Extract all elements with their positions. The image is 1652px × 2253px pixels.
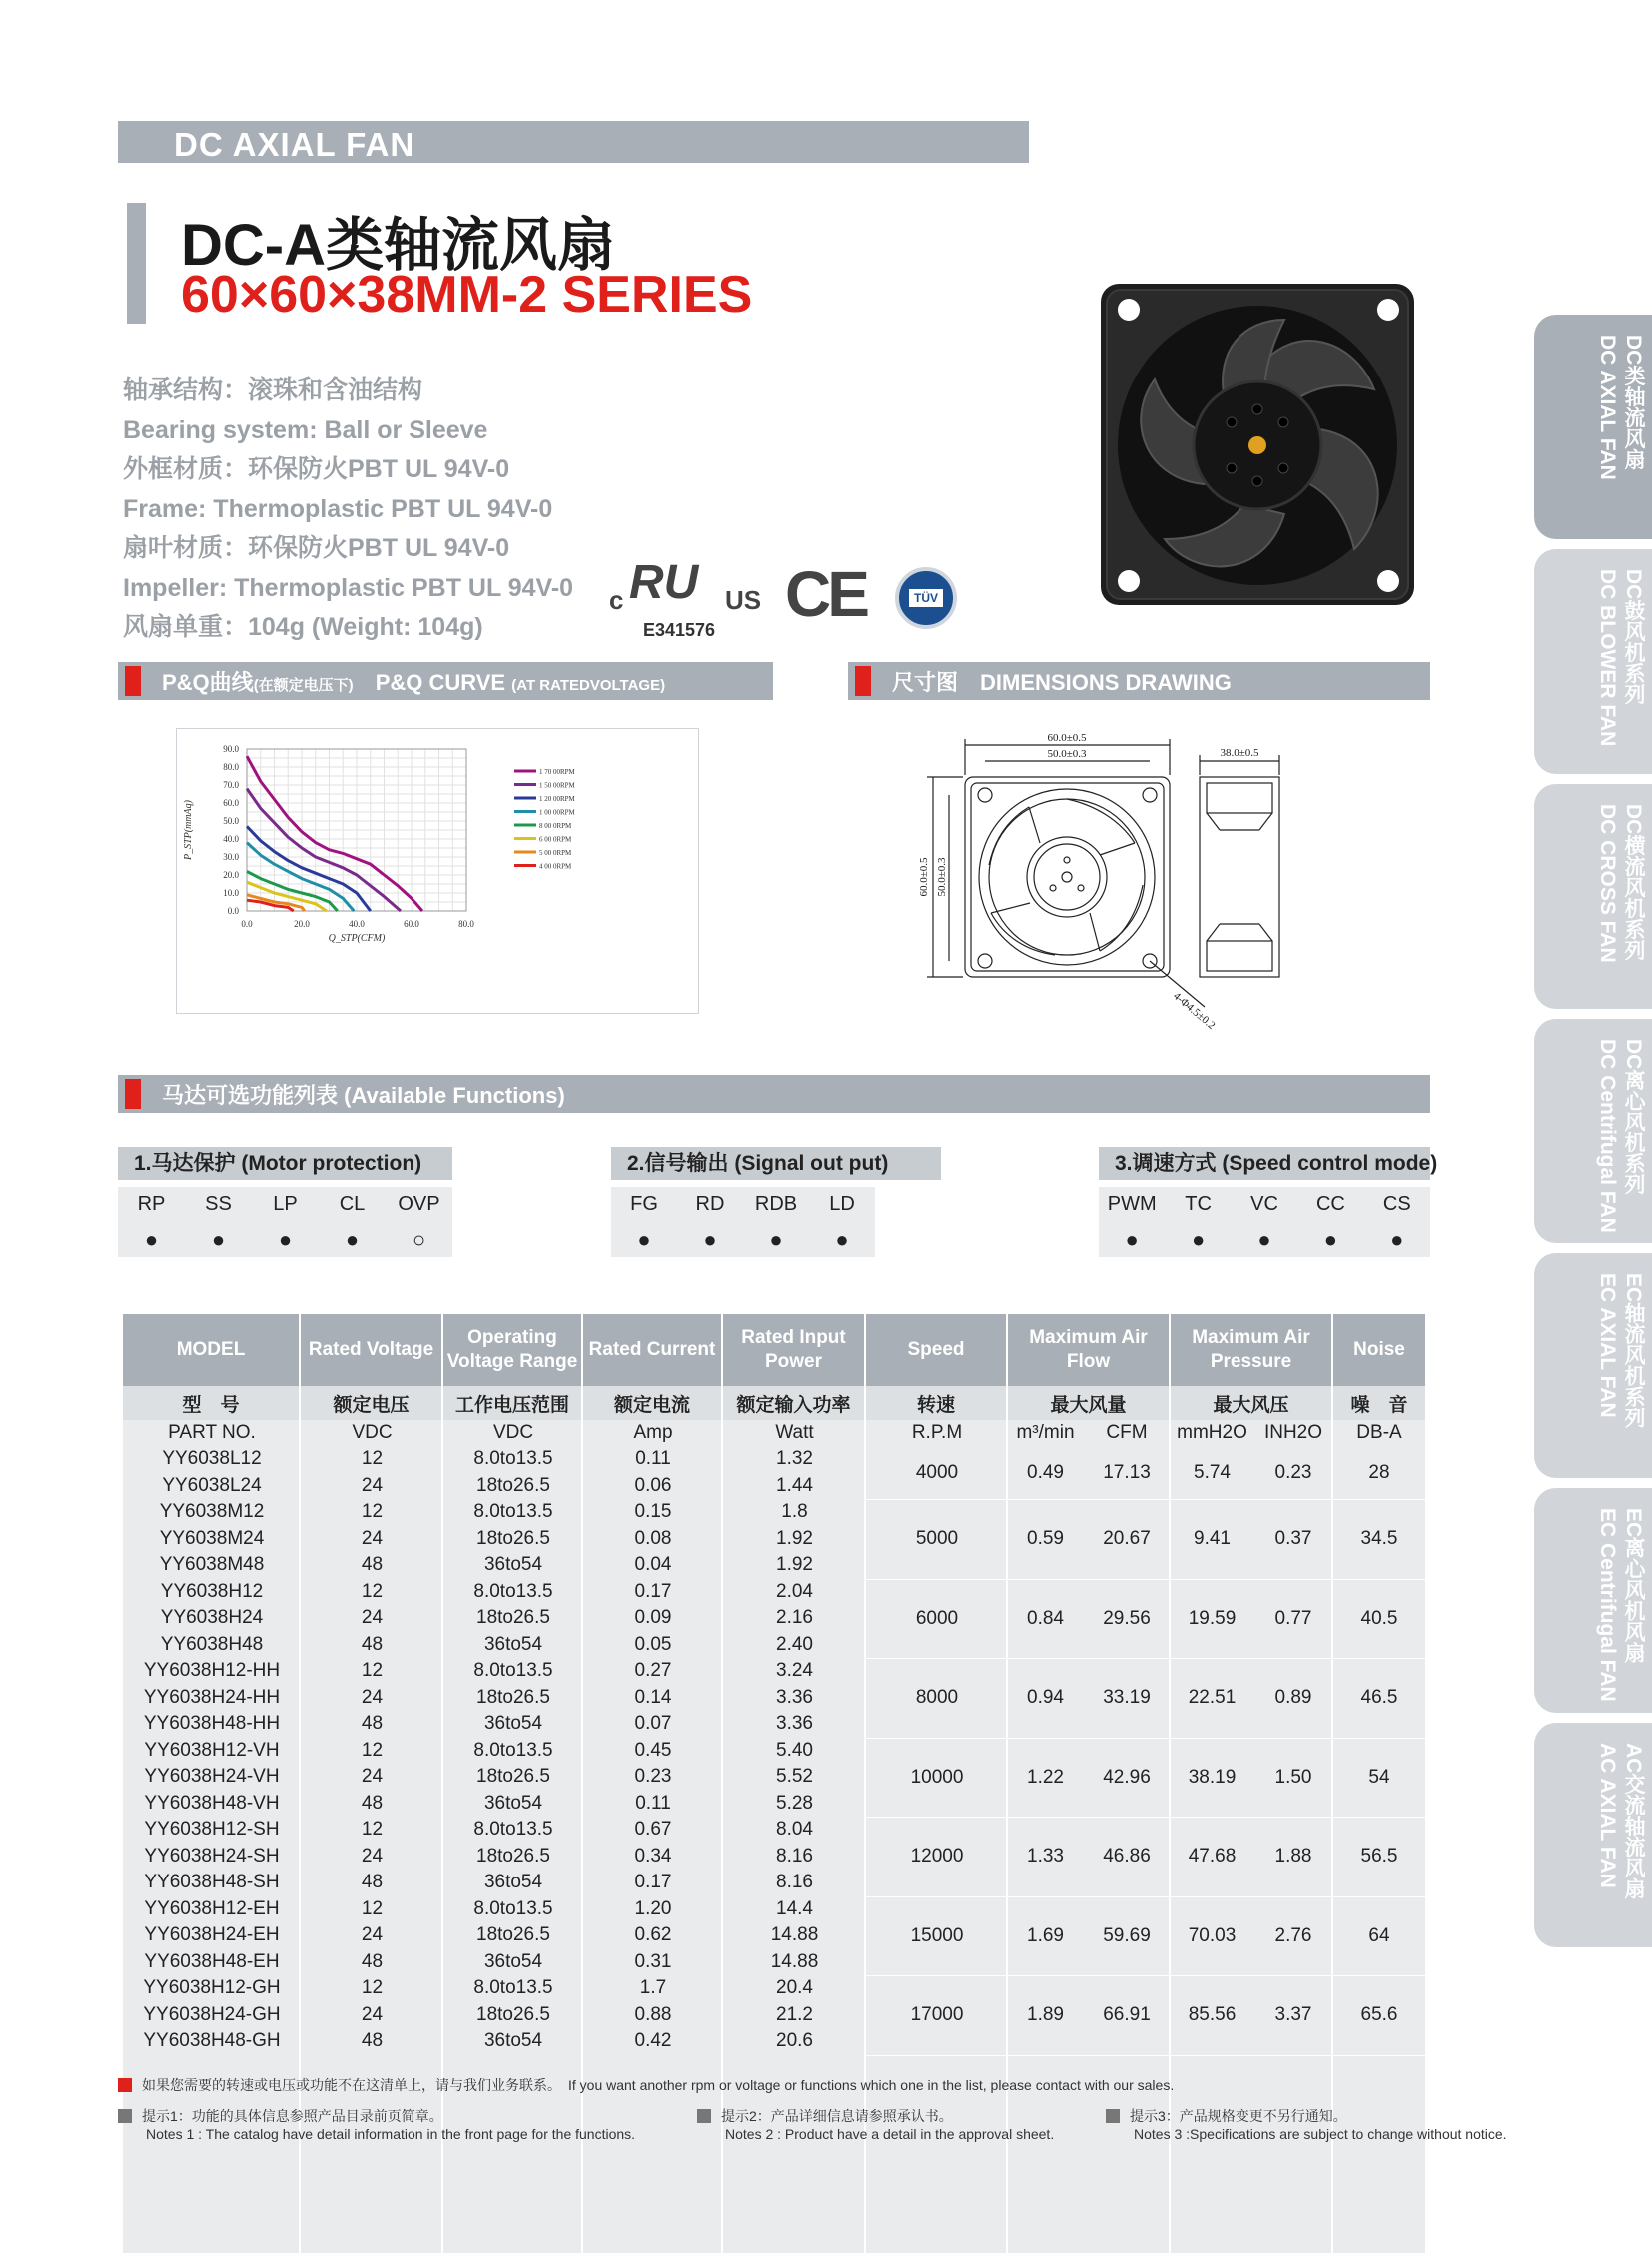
performance-cell: 0.89	[1274, 1687, 1312, 1708]
table-cell: 0.23	[634, 1766, 672, 1787]
table-cell: 0.27	[634, 1660, 672, 1681]
performance-cell: 46.86	[1103, 1846, 1151, 1867]
table-cell: 24	[361, 1766, 384, 1787]
model-cell: YY6038L24	[162, 1474, 262, 1496]
table-cell: 0.11	[635, 1448, 671, 1469]
table-cell: 0.45	[634, 1739, 672, 1761]
y-tick-label: 50.0	[223, 816, 239, 826]
dim-hole-height: 50.0±0.3	[936, 857, 948, 897]
table-cell: 24	[361, 2003, 384, 2025]
row-divider	[866, 1817, 1425, 1818]
table-cell: 0.17	[634, 1580, 672, 1602]
side-tab-ec-centrifugal[interactable]: EC离心风机风扇 EC Centrifugal FAN	[1534, 1488, 1652, 1713]
table-cell: 48	[361, 1792, 384, 1814]
performance-cell: 1.33	[1027, 1846, 1064, 1867]
table-cell: 48	[361, 1713, 384, 1734]
table-cell: 20.4	[776, 1977, 813, 1998]
model-cell: YY6038H48-EH	[144, 1950, 280, 1972]
table-cell: 24	[361, 1607, 384, 1628]
performance-cell: 0.59	[1027, 1528, 1064, 1549]
col-air-pressure: Maximum Air Pressure	[1171, 1314, 1333, 1386]
table-cell: 8.0to13.5	[473, 1660, 553, 1681]
spec-line: 风扇单重：104g (Weight: 104g)	[123, 613, 483, 641]
model-cell: YY6038H24	[160, 1607, 264, 1628]
table-cell: 12	[361, 1660, 384, 1681]
table-cell: 48	[361, 1554, 384, 1575]
performance-cell: 22.51	[1188, 1687, 1237, 1708]
table-cell: 0.05	[634, 1633, 672, 1655]
table-cell: 3.36	[776, 1713, 813, 1734]
series-line-17000RPM	[247, 756, 422, 911]
banner-text: DC AXIAL FAN	[174, 126, 415, 163]
table-cell: 0.04	[634, 1554, 672, 1575]
performance-cell: 4000	[915, 1462, 959, 1483]
table-cell: 24	[361, 1686, 384, 1708]
dim-outer-width: 60.0±0.5	[1047, 732, 1087, 744]
x-tick-label: 20.0	[294, 919, 310, 929]
table-cell: 0.42	[634, 2030, 672, 2051]
performance-cell: 1.50	[1274, 1766, 1312, 1788]
table-cell: 2.40	[776, 1633, 813, 1655]
legend-label: 1 50 00RPM	[539, 781, 575, 790]
model-cell: YY6038H24-VH	[144, 1766, 280, 1787]
model-cell: YY6038H24-EH	[144, 1924, 280, 1945]
model-cell: YY6038H48-HH	[143, 1713, 281, 1734]
speed-control-title: 3.调速方式 (Speed control mode)	[1099, 1147, 1430, 1180]
table-cell: 0.34	[634, 1845, 672, 1867]
performance-cell: 17000	[910, 2004, 964, 2025]
legend-label: 1 70 00RPM	[539, 768, 575, 776]
model-cell: YY6038H24-SH	[144, 1845, 280, 1867]
spec-line: Impeller: Thermoplastic PBT UL 94V-0	[123, 573, 574, 602]
table-cell: 24	[361, 1474, 384, 1496]
performance-cell: 0.77	[1274, 1607, 1312, 1629]
table-cell: 2.16	[776, 1607, 813, 1628]
unit-cell: INH2O	[1263, 1422, 1323, 1443]
table-cell: 0.14	[634, 1686, 672, 1708]
series-title: 60×60×38MM-2 SERIES	[181, 266, 753, 324]
table-cell: 8.04	[776, 1819, 813, 1840]
table-cell: 12	[361, 1897, 384, 1919]
y-tick-label: 0.0	[227, 906, 239, 916]
model-cell: YY6038H12-HH	[143, 1660, 281, 1681]
table-cell: 48	[361, 2030, 384, 2051]
performance-cell: 17.13	[1103, 1462, 1151, 1483]
col-rated-current: Rated Current	[583, 1314, 723, 1386]
table-cell: 18to26.5	[476, 1607, 550, 1628]
y-tick-label: 10.0	[223, 888, 239, 898]
row-divider	[866, 1658, 1425, 1659]
table-cell: 0.08	[634, 1527, 672, 1549]
model-cell: YY6038M12	[159, 1501, 265, 1522]
y-tick-label: 40.0	[223, 834, 239, 844]
table-cell: 12	[361, 1977, 384, 1998]
table-cell: 8.0to13.5	[473, 1819, 553, 1840]
column-divider	[721, 1420, 723, 2253]
table-cell: 0.06	[634, 1474, 672, 1496]
performance-cell: 46.5	[1360, 1687, 1398, 1708]
table-cell: 12	[361, 1819, 384, 1840]
page-title: DC-A类轴流风扇	[181, 213, 615, 278]
col-input-power: Rated Input Power	[723, 1314, 866, 1386]
signal-output-codes: FG RD RDB LD	[611, 1187, 875, 1222]
model-cell: YY6038H24-GH	[143, 2003, 281, 2025]
table-cell: 1.32	[776, 1448, 813, 1469]
x-tick-label: 0.0	[241, 919, 253, 929]
row-divider	[866, 2055, 1425, 2056]
table-cell: 21.2	[776, 2003, 813, 2025]
unit-cell: Amp	[633, 1422, 673, 1443]
table-cell: 1.92	[776, 1554, 813, 1575]
y-tick-label: 30.0	[223, 852, 239, 862]
table-cell: 0.09	[634, 1607, 672, 1628]
model-cell: YY6038H48-SH	[144, 1872, 280, 1892]
table-cell: 18to26.5	[476, 1474, 550, 1496]
table-cell: 12	[361, 1501, 384, 1522]
unit-cell: VDC	[492, 1422, 534, 1443]
unit-cell: Watt	[775, 1422, 814, 1443]
spec-line: 扇叶材质：环保防火PBT UL 94V-0	[123, 534, 510, 562]
table-cell: 1.44	[776, 1474, 813, 1496]
table-cell: 1.7	[639, 1977, 667, 1998]
table-cell: 36to54	[483, 1713, 543, 1734]
performance-cell: 0.84	[1027, 1607, 1064, 1629]
unit-cell: PART NO.	[168, 1422, 256, 1443]
performance-cell: 12000	[910, 1846, 964, 1867]
y-tick-label: 80.0	[223, 762, 239, 772]
note-2-cn: 提示2：产品详细信息请参照承认书。	[697, 2106, 953, 2126]
table-cell: 8.0to13.5	[473, 1580, 553, 1602]
y-tick-label: 70.0	[223, 780, 239, 790]
col-noise: Noise	[1353, 1339, 1405, 1360]
table-cell: 18to26.5	[476, 1766, 550, 1787]
performance-cell: 6000	[915, 1607, 959, 1629]
col-model: MODEL	[123, 1314, 301, 1386]
note-1-en: Notes 1 : The catalog have detail information in the front page for the functions.	[146, 2126, 636, 2142]
table-cell: 48	[361, 1872, 384, 1892]
table-cell: 18to26.5	[476, 1527, 550, 1549]
performance-cell: 70.03	[1188, 1924, 1237, 1946]
legend-label: 4 00 0RPM	[539, 862, 572, 871]
performance-cell: 5000	[915, 1528, 959, 1549]
performance-cell: 47.68	[1188, 1846, 1237, 1867]
model-cell: YY6038L12	[162, 1448, 262, 1469]
legend-label: 8 00 0RPM	[539, 822, 572, 830]
dimensions-section-header: 尺寸图 DIMENSIONS DRAWING	[848, 662, 1430, 700]
unit-cell: VDC	[352, 1422, 393, 1443]
performance-cell: 3.37	[1274, 2004, 1312, 2025]
unit-cell: mmH2O	[1177, 1422, 1247, 1443]
spec-line: Bearing system: Ball or Sleeve	[123, 415, 488, 444]
table-cell: 0.31	[634, 1950, 672, 1972]
col-air-flow: Maximum Air Flow	[1008, 1314, 1171, 1386]
y-tick-label: 90.0	[223, 744, 239, 754]
dimensions-drawing	[905, 725, 1284, 1035]
legend-label: 6 00 0RPM	[539, 835, 572, 844]
legend-label: 5 00 0RPM	[539, 849, 572, 857]
col-speed: Speed	[866, 1314, 1008, 1386]
col-operating-range: Operating Voltage Range	[443, 1314, 583, 1386]
y-axis-label: P_STP(mmAq)	[183, 800, 194, 860]
model-cell: YY6038H48	[160, 1633, 264, 1655]
performance-cell: 19.59	[1188, 1607, 1237, 1629]
table-cell: 0.88	[634, 2003, 672, 2025]
performance-cell: 5.74	[1194, 1462, 1231, 1483]
performance-cell: 0.37	[1274, 1528, 1312, 1549]
dim-hole-width: 50.0±0.3	[1047, 748, 1087, 760]
performance-cell: 64	[1368, 1924, 1390, 1946]
table-cell: 14.4	[776, 1897, 813, 1919]
table-cell: 14.88	[770, 1950, 819, 1972]
table-cell: 2.04	[776, 1580, 813, 1602]
spec-line: 外框材质：环保防火PBT UL 94V-0	[123, 455, 510, 483]
performance-cell: 29.56	[1103, 1607, 1151, 1629]
table-cell: 36to54	[483, 1950, 543, 1972]
pq-curve-section-header: P&Q曲线(在额定电压下) P&Q CURVE (AT RATEDVOLTAGE)	[118, 662, 773, 700]
performance-cell: 66.91	[1103, 2004, 1151, 2025]
performance-cell: 38.19	[1188, 1766, 1237, 1788]
table-cell: 8.0to13.5	[473, 1977, 553, 1998]
speed-control-marks: ● ● ● ● ●	[1099, 1222, 1430, 1257]
header-banner	[118, 121, 1029, 163]
table-cell: 8.16	[776, 1872, 813, 1892]
table-cell: 36to54	[483, 1633, 543, 1655]
ul-logo: c RU US	[609, 556, 762, 615]
table-cell: 8.0to13.5	[473, 1448, 553, 1469]
performance-cell: 85.56	[1188, 2004, 1237, 2025]
performance-cell: 20.67	[1103, 1528, 1151, 1549]
table-cell: 36to54	[483, 2030, 543, 2051]
table-cell: 5.28	[776, 1792, 813, 1814]
side-tab-dc-blower[interactable]: DC鼓风机系列 DC BLOWER FAN	[1534, 549, 1652, 774]
table-cell: 18to26.5	[476, 1686, 550, 1708]
table-cell: 18to26.5	[476, 1845, 550, 1867]
ul-file-number: E341576	[643, 620, 716, 640]
side-tab-dc-centrifugal[interactable]: DC离心风机系列 DC Centrifugal FAN	[1534, 1019, 1652, 1243]
model-cell: YY6038H48-GH	[143, 2030, 281, 2051]
tuv-logo: TÜV	[895, 567, 957, 629]
table-cell: 0.11	[635, 1792, 671, 1814]
row-divider	[866, 1896, 1425, 1897]
row-divider	[866, 1738, 1425, 1739]
table-cell: 3.36	[776, 1686, 813, 1708]
ce-logo: CE	[785, 558, 866, 630]
table-cell: 0.07	[634, 1713, 672, 1734]
functions-section-header: 马达可选功能列表 (Available Functions)	[118, 1075, 1430, 1113]
performance-cell: 8000	[915, 1687, 959, 1708]
row-divider	[866, 1499, 1425, 1500]
table-cell: 5.52	[776, 1766, 813, 1787]
table-header	[123, 1314, 1425, 1386]
table-cell: 8.0to13.5	[473, 1501, 553, 1522]
table-cell: 14.88	[770, 1924, 819, 1945]
motor-protection-codes: RP SS LP CL OVP	[118, 1187, 452, 1222]
side-tab-dc-cross[interactable]: DC横流风机系列 DC CROSS FAN	[1534, 784, 1652, 1009]
table-cell: 24	[361, 1845, 384, 1867]
signal-output-title: 2.信号输出 (Signal out put)	[611, 1147, 941, 1180]
dim-depth: 38.0±0.5	[1220, 747, 1259, 759]
model-cell: YY6038H12-GH	[143, 1977, 281, 1998]
fan-product-image	[1095, 280, 1419, 609]
table-cell: 8.16	[776, 1845, 813, 1867]
performance-cell: 1.22	[1027, 1766, 1064, 1788]
table-cell: 12	[361, 1580, 384, 1602]
performance-cell: 0.94	[1027, 1687, 1064, 1708]
performance-cell: 1.89	[1027, 2004, 1064, 2025]
performance-cell: 65.6	[1360, 2004, 1398, 2025]
table-cell: 0.17	[634, 1872, 672, 1892]
x-tick-label: 40.0	[349, 919, 365, 929]
table-cell: 36to54	[483, 1792, 543, 1814]
row-divider	[866, 1975, 1425, 1976]
model-cell: YY6038M24	[159, 1527, 265, 1549]
table-cell: 0.15	[634, 1501, 672, 1522]
table-cell: 18to26.5	[476, 1924, 550, 1945]
performance-cell: 54	[1368, 1766, 1390, 1788]
note-3-en: Notes 3 :Specifications are subject to change without notice.	[1134, 2126, 1507, 2142]
table-cell: 8.0to13.5	[473, 1897, 553, 1919]
dim-outer-height: 60.0±0.5	[918, 857, 930, 897]
table-cell: 1.8	[781, 1501, 808, 1522]
model-cell: YY6038H12-SH	[144, 1819, 280, 1840]
row-divider	[866, 1579, 1425, 1580]
side-tab-ac-axial[interactable]: AC交流轴流风扇 AC AXIAL FAN	[1534, 1723, 1652, 1947]
table-cell: 36to54	[483, 1554, 543, 1575]
table-cell: 48	[361, 1950, 384, 1972]
side-tab-dc-axial[interactable]: DC类轴流风扇 DC AXIAL FAN	[1534, 315, 1652, 539]
performance-cell: 56.5	[1360, 1846, 1398, 1867]
table-cell: 3.24	[776, 1660, 813, 1681]
unit-cell: R.P.M	[911, 1422, 963, 1443]
performance-cell: 10000	[910, 1766, 964, 1788]
x-axis-label: Q_STP(CFM)	[328, 933, 386, 944]
performance-cell: 33.19	[1103, 1687, 1151, 1708]
y-tick-label: 20.0	[223, 870, 239, 880]
table-cell: 1.20	[634, 1897, 672, 1919]
table-cell: 5.40	[776, 1739, 813, 1761]
performance-cell: 2.76	[1274, 1924, 1312, 1946]
table-cell: 20.6	[776, 2030, 813, 2051]
table-cell: 12	[361, 1448, 384, 1469]
table-header-cn: 型 号 额定电压 工作电压范围 额定电流 额定输入功率 转速 最大风量 最大风压 噪 音	[123, 1386, 1425, 1420]
model-cell: YY6038H12	[160, 1580, 264, 1602]
table-cell: 12	[361, 1739, 384, 1761]
pq-curve-chart	[177, 729, 698, 1013]
note-3-cn: 提示3：产品规格变更不另行通知。	[1106, 2106, 1347, 2126]
table-cell: 18to26.5	[476, 2003, 550, 2025]
note-main: 如果您需要的转速或电压或功能不在这清单上，请与我们业务联系。 If you want another rpm or voltage or functions which one in the list, please contact with our sales.	[118, 2075, 1174, 2095]
dim-mount-holes: 4-Φ4.5±0.2	[1171, 990, 1218, 1032]
table-cell: 0.62	[634, 1924, 672, 1945]
table-cell: 0.67	[634, 1819, 672, 1840]
model-cell: YY6038H24-HH	[143, 1686, 281, 1708]
table-cell: 24	[361, 1527, 384, 1549]
model-cell: YY6038H12-VH	[144, 1739, 280, 1761]
performance-cell: 1.69	[1027, 1924, 1064, 1946]
spec-list	[123, 372, 642, 648]
performance-cell: 1.88	[1274, 1846, 1312, 1867]
note-2-en: Notes 2 : Product have a detail in the approval sheet.	[725, 2126, 1055, 2142]
x-tick-label: 60.0	[404, 919, 419, 929]
motor-protection-marks: ● ● ● ● ○	[118, 1222, 452, 1257]
y-tick-label: 60.0	[223, 798, 239, 808]
performance-cell: 42.96	[1103, 1766, 1151, 1788]
model-cell: YY6038H48-VH	[144, 1792, 280, 1814]
unit-cell: m³/min	[1016, 1422, 1075, 1443]
performance-cell: 9.41	[1194, 1528, 1231, 1549]
table-cell: 36to54	[483, 1872, 543, 1892]
table-cell: 1.92	[776, 1527, 813, 1549]
unit-cell: CFM	[1106, 1422, 1148, 1443]
table-cell: 48	[361, 1633, 384, 1655]
table-cell: 8.0to13.5	[473, 1739, 553, 1761]
performance-cell: 28	[1368, 1462, 1390, 1483]
x-tick-label: 80.0	[458, 919, 474, 929]
spec-line: 轴承结构：滚珠和含油结构	[123, 376, 423, 404]
col-rated-voltage: Rated Voltage	[301, 1314, 443, 1386]
performance-cell: 40.5	[1360, 1607, 1398, 1629]
spec-line: Frame: Thermoplastic PBT UL 94V-0	[123, 494, 553, 523]
motor-protection-title: 1.马达保护 (Motor protection)	[118, 1147, 452, 1180]
speed-control-codes: PWM TC VC CC CS	[1099, 1187, 1430, 1222]
performance-cell: 0.49	[1027, 1462, 1064, 1483]
performance-cell: 34.5	[1360, 1528, 1398, 1549]
performance-cell: 15000	[910, 1924, 964, 1946]
note-1-cn: 提示1：功能的具体信息参照产品目录前页简章。	[118, 2106, 443, 2126]
legend-label: 1 20 00RPM	[539, 795, 575, 803]
side-tab-ec-axial[interactable]: EC轴流风机系列 EC AXIAL FAN	[1534, 1253, 1652, 1478]
signal-output-marks: ● ● ● ●	[611, 1222, 875, 1257]
performance-cell: 0.23	[1274, 1462, 1312, 1483]
legend-label: 1 00 00RPM	[539, 808, 575, 817]
performance-cell: 59.69	[1103, 1924, 1151, 1946]
model-cell: YY6038M48	[159, 1554, 265, 1575]
title-accent-bar	[127, 203, 146, 324]
pq-chart-frame	[176, 728, 699, 1014]
table-cell: 24	[361, 1924, 384, 1945]
model-cell: YY6038H12-EH	[144, 1897, 280, 1919]
unit-cell: DB-A	[1356, 1422, 1402, 1443]
